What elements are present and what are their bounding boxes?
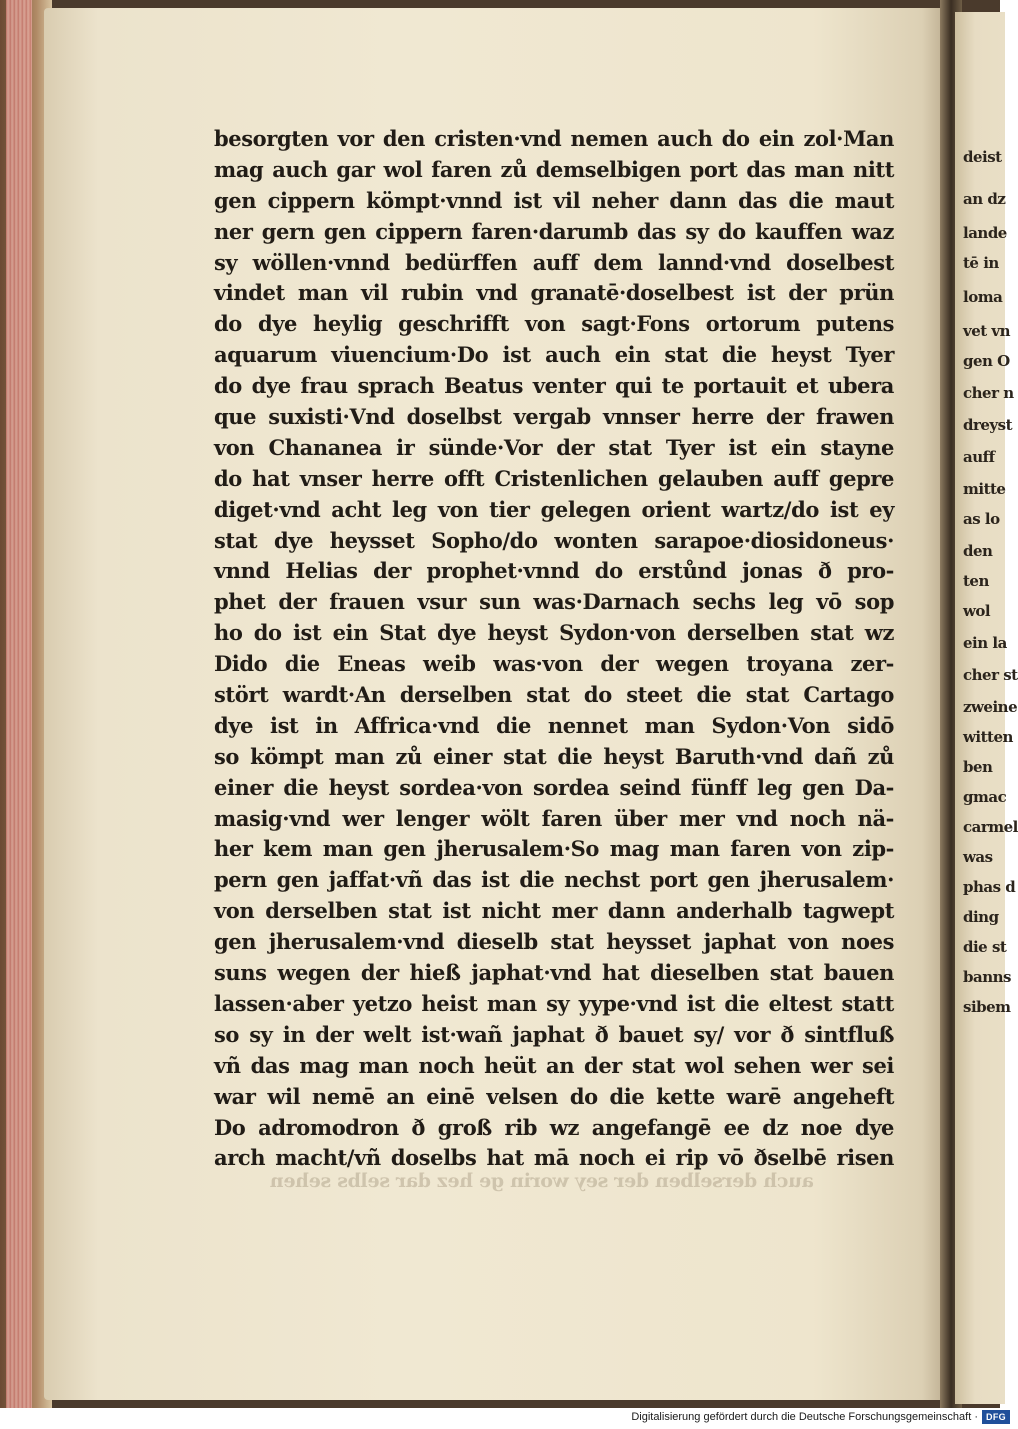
facing-page-edge (955, 12, 1018, 1404)
text-line: von derselben stat ist nicht mer dann anderhalb tagwept (214, 898, 894, 924)
text-line: vnnd Helias der prophet·vnnd do erstůnd jonas ð pro- (214, 558, 894, 584)
text-line: do dye heylig geschrifft von sagt·Fons ortorum putens (214, 311, 894, 337)
text-line: ner gern gen cippern faren·darumb das sy do kauffen waz (214, 218, 894, 244)
facing-page-fragment: auff (963, 448, 995, 466)
text-line: Do adromodron ð groß rib wz angefangē ee dz noe dye (214, 1114, 894, 1140)
text-line: so kömpt man zů einer stat die heyst Baruth·vnd dañ zů (214, 743, 894, 769)
text-line: vñ das mag man noch heüt an der stat wol sehen wer sei (214, 1052, 894, 1078)
text-line: einer die heyst sordea·von sordea seind fünff leg gen Da- (214, 774, 894, 800)
facing-page-fragment: deist (963, 148, 1002, 166)
text-line: vindet man vil rubin vnd granatē·doselbest ist der prün (214, 280, 894, 306)
text-line: mag auch gar wol faren zů demselbigen port das man nitt (214, 156, 894, 182)
text-line: pern gen jaffat·vñ das ist die nechst port gen jherusalem· (214, 867, 894, 893)
text-line: Dido die Eneas weib was·von der wegen troyana zer- (214, 651, 894, 677)
page-edges-red (6, 0, 32, 1408)
text-line: her kem man gen jherusalem·So mag man faren von zip- (214, 836, 894, 862)
text-line: war wil nemē an einē velsen do die kette warē angeheft (214, 1083, 894, 1109)
text-line: dye ist in Affrica·vnd die nennet man Sydon·Von sidō (214, 712, 894, 738)
text-line: diget·vnd acht leg von tier gelegen orient wartz/do ist ey (214, 496, 894, 522)
facing-page-fragment: sibem (963, 998, 1011, 1016)
text-line: besorgten vor den cristen·vnd nemen auch do ein zol·Man (214, 126, 894, 151)
facing-page-fragment: ten (963, 572, 989, 590)
facing-page-fragment: ben (963, 758, 993, 776)
facing-page-fragment: wol (963, 602, 991, 620)
text-line: arch macht/vñ doselbs hat mā noch ei rip vō ðselbē risen (214, 1145, 894, 1171)
facing-page-fragment: gmac (963, 788, 1007, 806)
dfg-logo: DFG (982, 1410, 1010, 1424)
facing-page-fragment: was (963, 848, 993, 866)
text-line: que suxisti·Vnd doselbst vergab vnnser herre der frawen (214, 404, 894, 430)
bleed-through-text: auch derselben der sey worin ge hez dar selbs sehen (270, 1170, 814, 1192)
text-line: suns wegen der hieß japhat·vnd hat dieselben stat bauen (214, 960, 894, 986)
text-line: gen cippern kömpt·vnnd ist vil neher dann das die maut (214, 187, 894, 213)
facing-page-fragment: carmel (963, 818, 1018, 836)
facing-page-fragment: tē in (963, 254, 999, 272)
facing-page-fragment: witten (963, 728, 1013, 746)
facing-page-fragment: phas d (963, 878, 1016, 896)
facing-page-fragment: as lo (963, 510, 1000, 528)
facing-page-fragment: ein la (963, 634, 1007, 652)
text-line: so sy in der welt ist·wañ japhat ð bauet sy/ vor ð sintfluß (214, 1021, 894, 1047)
text-line: phet der frauen vsur sun was·Darnach sechs leg vō sop (214, 589, 894, 615)
facing-page-fragment: dreyst (963, 416, 1013, 434)
facing-page-fragment: cher n (963, 384, 1014, 402)
text-line: aquarum viuencium·Do ist auch ein stat die heyst Tyer (214, 342, 894, 368)
facing-page-fragment: die st (963, 938, 1007, 956)
funding-credit: Digitalisierung gefördert durch die Deutsche Forschungsgemeinschaft · (631, 1411, 978, 1423)
text-line: do hat vnser herre offt Cristenlichen gelauben auff gepre (214, 465, 894, 491)
facing-page-fragment: vet vn (963, 322, 1011, 340)
facing-page-fragment: an dz (963, 190, 1006, 208)
facing-page-fragment: gen O (963, 352, 1010, 370)
text-line: von Chananea ir sünde·Vor der stat Tyer ist ein stayne (214, 434, 894, 460)
facing-page-fragment: zweine (963, 698, 1018, 716)
page-text-block (214, 124, 894, 1174)
text-line: stat dye heysset Sopho/do wonten sarapoe·diosidoneus· (214, 527, 894, 553)
text-line: do dye frau sprach Beatus venter qui te portauit et ubera (214, 373, 894, 399)
text-line: lassen·aber yetzo heist man sy yype·vnd ist die eltest statt (214, 990, 894, 1016)
facing-page-fragment: banns (963, 968, 1011, 986)
text-line: masig·vnd wer lenger wölt faren über mer vnd noch nä- (214, 805, 894, 831)
text-line: gen jherusalem·vnd dieselb stat heysset japhat von noes (214, 929, 894, 955)
text-line: ho do ist ein Stat dye heyst Sydon·von derselben stat wz (214, 620, 894, 646)
facing-page-fragment: lande (963, 224, 1007, 242)
facing-page-fragment: ding (963, 908, 999, 926)
facing-page-fragment: den (963, 542, 993, 560)
text-line: sy wöllen·vnnd bedürffen auff dem lannd·vnd doselbest (214, 249, 894, 275)
facing-page-fragment: mitte (963, 480, 1006, 498)
facing-page-fragment: loma (963, 288, 1003, 306)
facing-page-fragment: cher st (963, 666, 1018, 684)
text-line: stört wardt·An derselben stat do steet die stat Cartago (214, 682, 894, 708)
